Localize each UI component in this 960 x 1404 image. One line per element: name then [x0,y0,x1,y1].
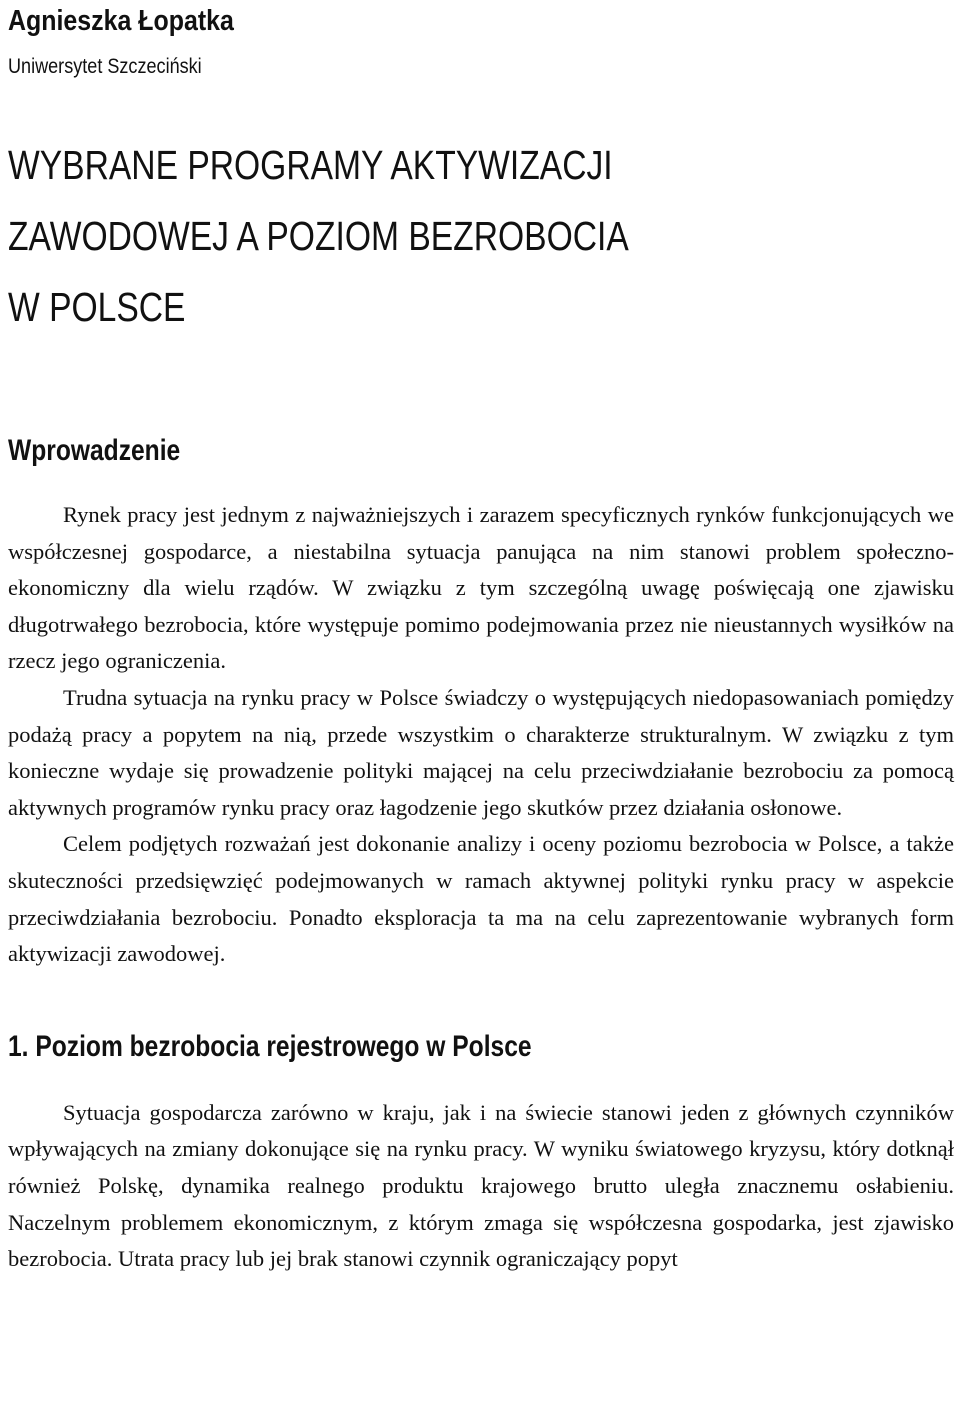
author-name: Agnieszka Łopatka [8,5,234,37]
paragraph: Rynek pracy jest jednym z najważniejszych i zarazem specyficznych rynków funkcjonujących we współczesnej gospodarce, a niestabilna sytuacja panująca na nim stanowi problem społeczno-ekonomiczny dla wielu rządów. W związku z tym szczególną uwagę poświęcają one zjawisku długotrwałego bezrobocia, które występuje pomimo podejmowania przez nie nieustannych wysiłków na rzecz jego ograniczenia. [8,502,954,674]
paragraph: Trudna sytuacja na rynku pracy w Polsce świadczy o występujących niedopasowaniach pomiędzy podażą pracy a popytem na nią, przede wszystkim o charakterze strukturalnym. W związku z tym konieczne wydaje się prowadzenie polityki mającej na celu przeciwdziałanie bezrobociu za pomocą aktywnych programów rynku pracy oraz łagodzenie jego skutków przez działania osłonowe. [8,684,954,820]
introduction-body [8,497,954,973]
author-affiliation: Uniwersytet Szczeciński [8,55,202,78]
section-heading-1: 1. Poziom bezrobocia rejestrowego w Polsce [8,1029,532,1063]
title-line: WYBRANE PROGRAMY AKTYWIZACJI [8,142,613,188]
title-line: ZAWODOWEJ A POZIOM BEZROBOCIA [8,213,629,259]
title-line: W POLSCE [8,284,186,330]
article-title [8,130,784,343]
section-heading-introduction: Wprowadzenie [8,434,181,467]
section-1-body [8,1095,954,1278]
paragraph: Sytuacja gospodarcza zarówno w kraju, jak i na świecie stanowi jeden z głównych czynników wpływających na zmiany dokonujące się na rynku pracy. W wyniku światowego kryzysu, który dotknął również Polskę, dynamika realnego produktu krajowego brutto uległa znacznemu osłabieniu. Naczelnym problemem ekonomicznym, z którym zmaga się współczesna gospodarka, jest zjawisko bezrobocia. Utrata pracy lub jej brak stanowi czynnik ograniczający popyt [8,1099,954,1272]
document-page [8,0,954,1278]
paragraph: Celem podjętych rozważań jest dokonanie analizy i oceny poziomu bezrobocia w Polsce, a także skuteczności przedsięwzięć podejmowanych w ramach aktywnej polityki rynku pracy w aspekcie przeciwdziałania bezrobociu. Ponadto eksploracja ta ma na celu zaprezentowanie wybranych form aktywizacji zawodowej. [8,831,954,967]
